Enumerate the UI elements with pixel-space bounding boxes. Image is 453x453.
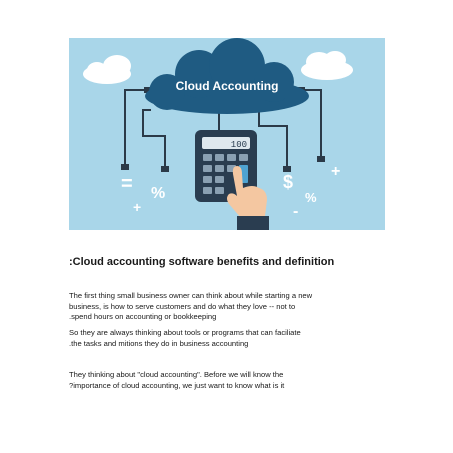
calculator-display: 100 <box>230 140 247 150</box>
plus-icon: + <box>331 163 341 180</box>
percent-icon: % <box>305 190 317 205</box>
paragraph-line: .the tasks and mitions they do in business accounting <box>69 338 249 348</box>
plus-icon: + <box>133 199 142 215</box>
paragraph-line: They thinking about "cloud accounting". Before we will know the <box>69 370 284 379</box>
article-heading: :Cloud accounting software benefits and definition <box>69 256 335 268</box>
percent-icon: % <box>151 185 166 202</box>
paragraph-line: business, is how to serve customers and do what they love -- not to <box>69 301 296 311</box>
paragraph-line: ?importance of cloud accounting, we just want to know what is it <box>69 380 285 390</box>
cloud-label: Cloud Accounting <box>175 79 279 93</box>
dollar-icon: $ <box>283 172 294 192</box>
paragraph-line: .spend hours on accounting or bookkeeping <box>69 312 217 321</box>
article-paragraph <box>69 291 399 323</box>
equals-icon: = <box>121 173 133 195</box>
paragraph-line: The first thing small business owner can think about while starting a new <box>69 291 313 300</box>
minus-icon: - <box>293 203 299 220</box>
article-paragraph <box>69 328 399 349</box>
article-paragraph <box>69 370 399 391</box>
paragraph-line: So they are always thinking about tools or programs that can faciliate <box>69 328 301 337</box>
cloud-accounting-illustration <box>69 38 385 230</box>
